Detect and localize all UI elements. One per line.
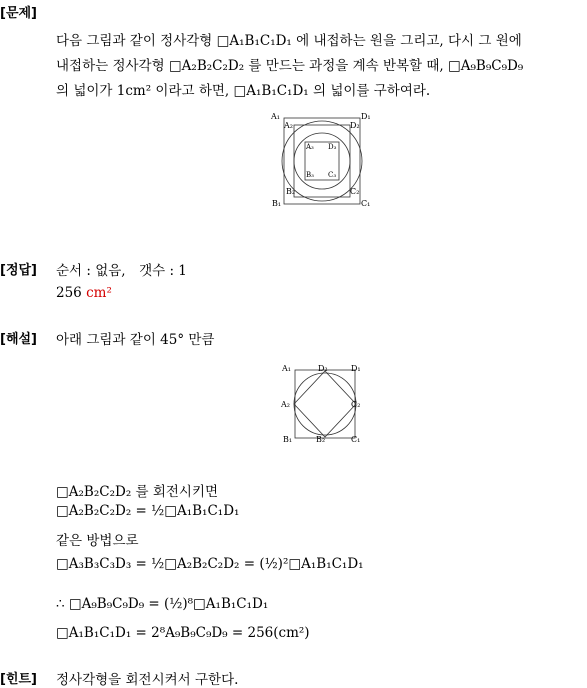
hint-label: [힌트] [0, 672, 37, 687]
explanation-figure [278, 362, 374, 448]
fig1-outer-a: A₁ [271, 112, 280, 121]
hint-text: 정사각형을 회전시켜서 구한다. [56, 672, 239, 688]
fig1-second-a: A₂ [284, 121, 293, 130]
fig1-outer-b: B₁ [272, 199, 282, 208]
problem-line-1: 다음 그림과 같이 정사각형 □A₁B₁C₁D₁ 에 내접하는 원을 그리고, 다시 그 원에 [56, 33, 522, 49]
problem-figure [262, 108, 382, 214]
problem-line-2: 내접하는 정사각형 □A₂B₂C₂D₂ 를 만드는 과정을 계속 반복할 때, □A₉B₉C₉D₉ [56, 58, 524, 74]
fig1-second-d: D₂ [350, 121, 360, 130]
answer-value-line [56, 285, 112, 301]
step-5: ∴ □A₉B₉C₉D₉ = (½)⁸□A₁B₁C₁D₁ [56, 596, 269, 612]
explanation-label: [해설] [0, 332, 37, 347]
fig2-corner-b: B₁ [283, 435, 293, 444]
answer-label: [정답] [0, 263, 37, 278]
fig1-third-a: A₃ [306, 143, 314, 151]
fig1-second-c: C₂ [350, 187, 360, 196]
step-4: □A₃B₃C₃D₃ = ½□A₂B₂C₂D₂ = (½)²□A₁B₁C₁D₁ [56, 556, 364, 572]
problem-label: [문제] [0, 6, 37, 21]
fig2-corner-d: D₁ [351, 364, 361, 373]
answer-unit: cm² [86, 285, 112, 301]
fig1-third-b: B₃ [306, 171, 314, 179]
fig1-outer-c: C₁ [361, 199, 371, 208]
fig2-inner-d: D₂ [318, 364, 328, 373]
step-6: □A₁B₁C₁D₁ = 2⁸A₉B₉C₉D₉ = 256(cm²) [56, 625, 310, 641]
fig2-inner-b: B₂ [316, 435, 326, 444]
fig1-third-c: C₃ [328, 171, 337, 179]
answer-value: 256 [56, 285, 82, 301]
step-1: □A₂B₂C₂D₂ 를 회전시키면 [56, 484, 219, 500]
problem-line-3: 의 넓이가 1cm² 이라고 하면, □A₁B₁C₁D₁ 의 넓이를 구하여라. [56, 83, 431, 99]
fig2-inner-c: C₂ [351, 400, 361, 409]
fig1-second-b: B₂ [286, 187, 296, 196]
fig1-outer-d: D₁ [361, 112, 371, 121]
fig2-corner-c: C₁ [351, 435, 361, 444]
step-2: □A₂B₂C₂D₂ = ½□A₁B₁C₁D₁ [56, 503, 240, 519]
answer-line-1: 순서 : 없음, 갯수 : 1 [56, 263, 187, 279]
fig2-inner-a: A₂ [281, 400, 290, 409]
explanation-intro: 아래 그림과 같이 45° 만큼 [56, 332, 215, 348]
fig1-third-d: D₃ [328, 143, 337, 151]
step-3: 같은 방법으로 [56, 533, 139, 549]
fig2-corner-a: A₁ [282, 364, 291, 373]
